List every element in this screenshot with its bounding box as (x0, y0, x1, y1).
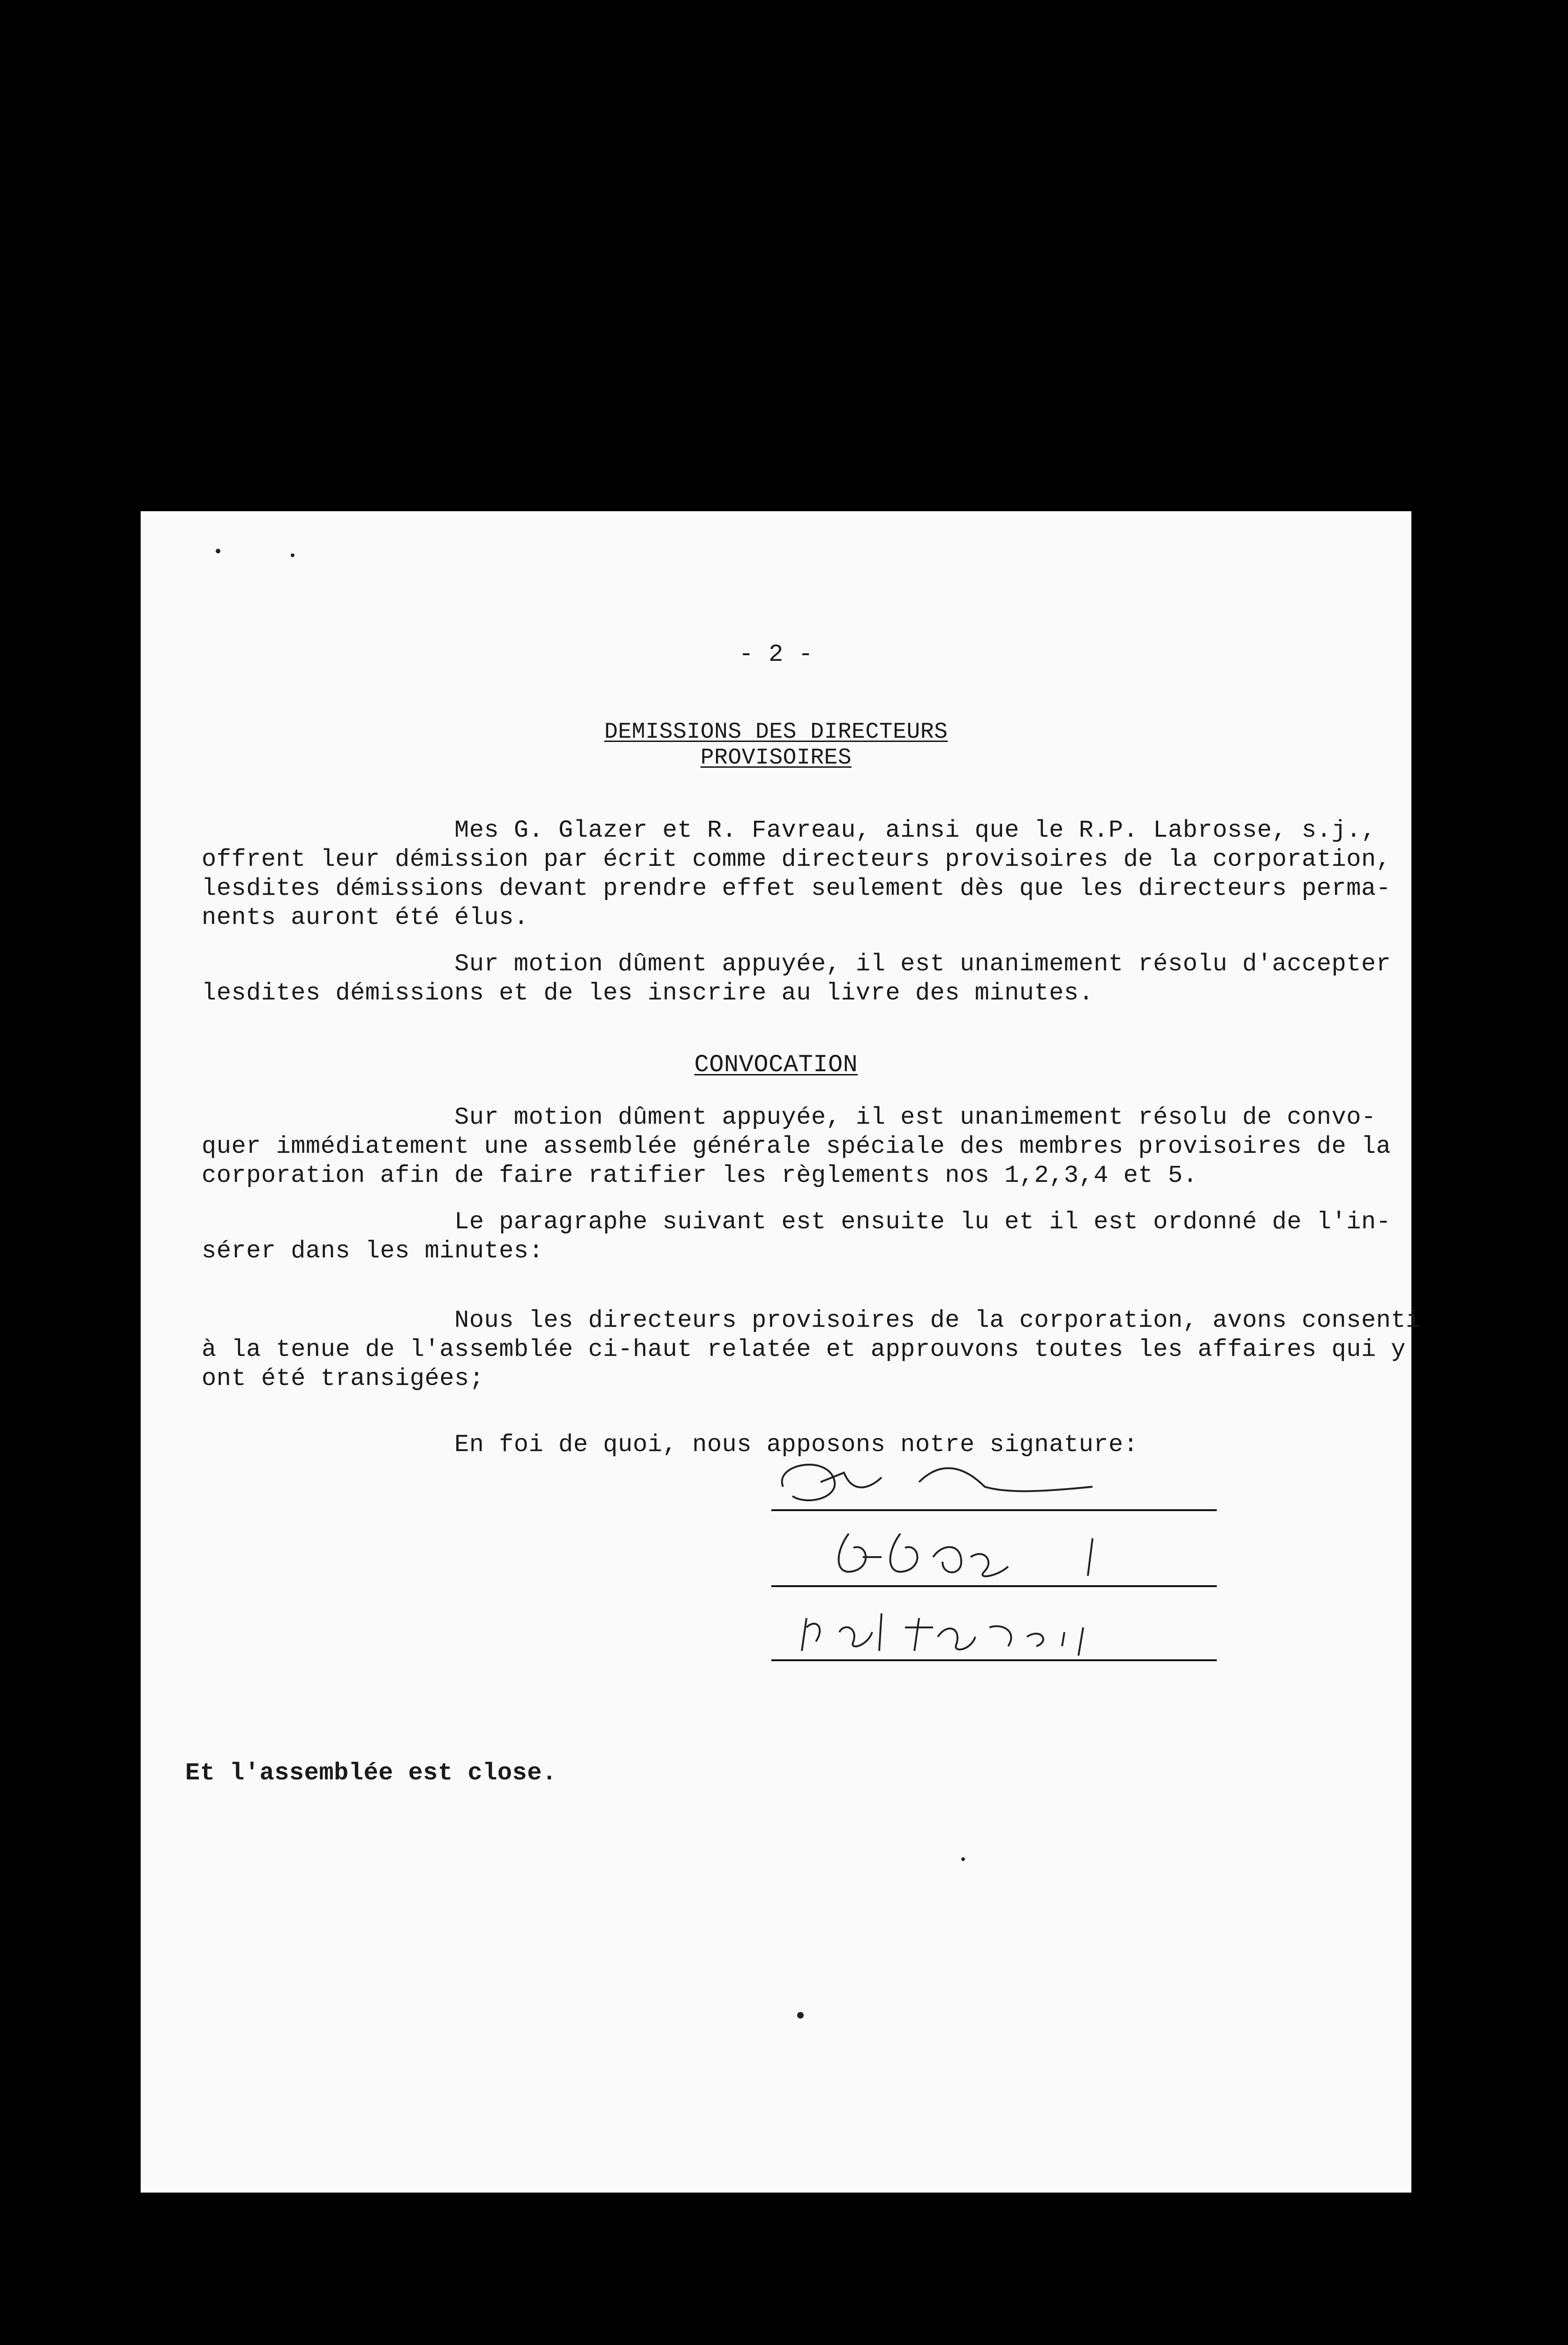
text-line: ont été transigées; (202, 1365, 484, 1392)
text-line: Sur motion dûment appuyée, il est unanimement résolu d'accepter (202, 950, 1391, 978)
text-line: quer immédiatement une assemblée générale spéciale des membres provisoires de la (202, 1133, 1391, 1160)
handwritten-signature-1 (764, 1454, 1369, 1510)
text-line: lesdites démissions et de les inscrire au livre des minutes. (202, 979, 1094, 1007)
handwritten-signature-3 (764, 1599, 1369, 1660)
handwritten-signature-2 (764, 1524, 1369, 1585)
signature-line-1 (771, 1509, 1217, 1511)
page-number: - 2 - (739, 641, 814, 668)
closing-statement: Et l'assemblée est close. (185, 1759, 557, 1787)
text-line: corporation afin de faire ratifier les règlements nos 1,2,3,4 et 5. (202, 1162, 1198, 1189)
ink-speck (797, 2012, 804, 2019)
text-line: à la tenue de l'assemblée ci-haut relatée et approuvons toutes les affaires qui y (202, 1336, 1406, 1363)
section-heading-convocation: CONVOCATION (694, 1051, 858, 1079)
signature-line-2 (771, 1585, 1217, 1587)
signature-intro: En foi de quoi, nous apposons notre signature: (202, 1431, 1138, 1459)
text-line: Le paragraphe suivant est ensuite lu et il est ordonné de l'in- (202, 1208, 1391, 1236)
text-line: Mes G. Glazer et R. Favreau, ainsi que le R.P. Labrosse, s.j., (202, 817, 1376, 844)
text-line: Sur motion dûment appuyée, il est unanimement résolu de convo- (202, 1104, 1376, 1131)
text-line: sérer dans les minutes: (202, 1237, 544, 1265)
ink-speck (216, 549, 220, 553)
signature-line-3 (771, 1659, 1217, 1661)
ink-speck (961, 1857, 965, 1861)
text-line: nents auront été élus. (202, 904, 529, 931)
document-page (141, 511, 1421, 2193)
section-heading-demissions-line2: PROVISOIRES (700, 745, 852, 771)
ink-speck (291, 553, 294, 557)
text-line: offrent leur démission par écrit comme directeurs provisoires de la corporation, (202, 846, 1391, 873)
text-line: Nous les directeurs provisoires de la corporation, avons consenti (202, 1307, 1421, 1334)
section-heading-demissions: DEMISSIONS DES DIRECTEURS (604, 719, 948, 745)
text-line: lesdites démissions devant prendre effet seulement dès que les directeurs perma- (202, 875, 1391, 902)
